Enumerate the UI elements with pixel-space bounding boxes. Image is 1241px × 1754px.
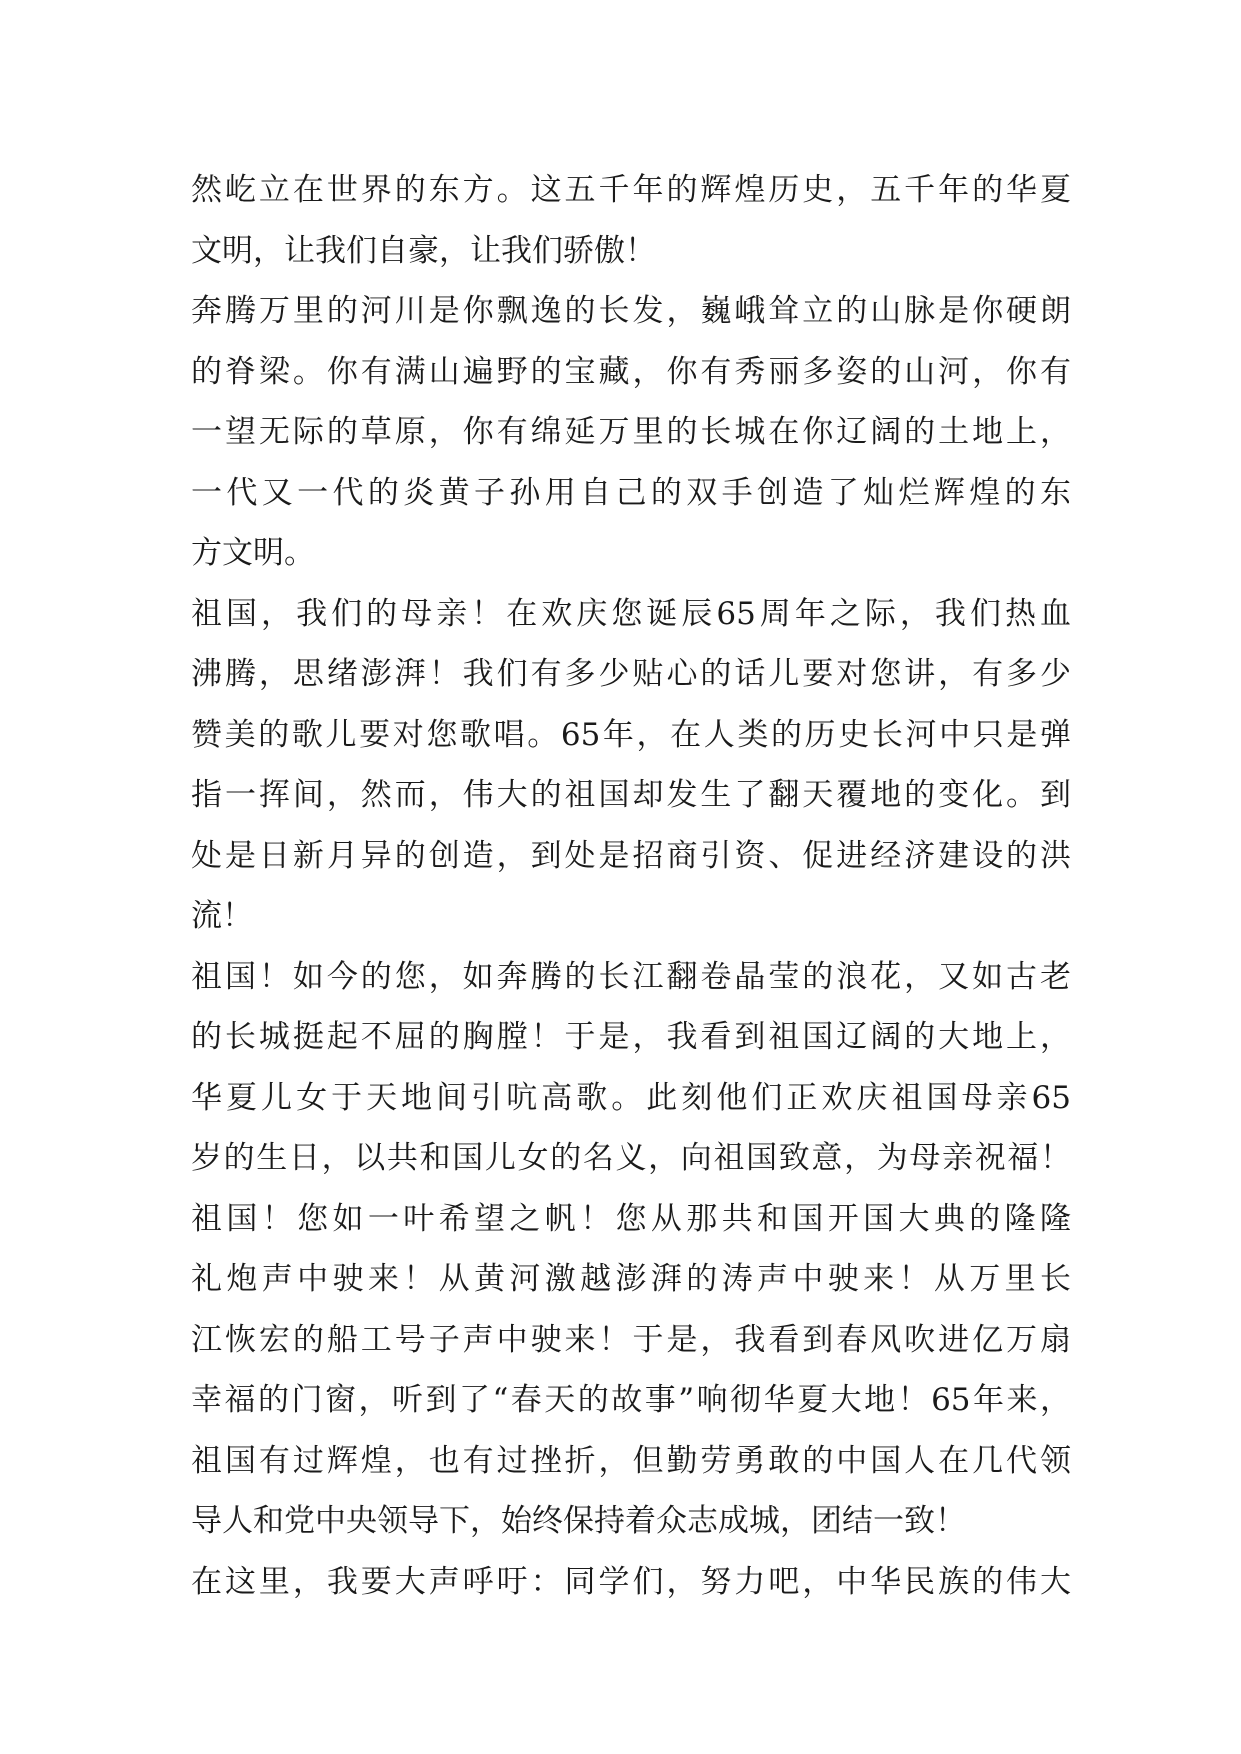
- text-line: 一望无际的草原，你有绵延万里的长城在你辽阔的土地上，: [191, 414, 1071, 450]
- text-line: 祖国！如今的您，如奔腾的长江翻卷晶莹的浪花，又如古老: [191, 958, 1071, 995]
- text-line: 文明，让我们自豪，让我们骄傲！: [191, 232, 656, 269]
- text-line: 的长城挺起不屈的胸膛！于是，我看到祖国辽阔的大地上，: [191, 1019, 1071, 1055]
- text-line: 沸腾，思绪澎湃！我们有多少贴心的话儿要对您讲，有多少: [191, 656, 1071, 692]
- text-line: 然屹立在世界的东方。这五千年的辉煌历史，五千年的华夏: [191, 172, 1071, 208]
- text-line: 奔腾万里的河川是你飘逸的长发，巍峨耸立的山脉是你硬朗: [191, 293, 1071, 329]
- document-body: [191, 160, 1071, 1612]
- text-line: 祖国！您如一叶希望之帆！您从那共和国开国大典的隆隆: [191, 1200, 1071, 1237]
- text-line: 礼炮声中驶来！从黄河激越澎湃的涛声中驶来！从万里长: [191, 1261, 1071, 1297]
- text-line: 流！: [191, 898, 253, 934]
- text-line: 导人和党中央领导下，始终保持着众志成城，团结一致！: [191, 1503, 966, 1539]
- text-line: 祖国有过辉煌，也有过挫折，但勤劳勇敢的中国人在几代领: [191, 1442, 1071, 1479]
- text-line: 岁的生日，以共和国儿女的名义，向祖国致意，为母亲祝福！: [191, 1140, 1071, 1176]
- text-line: 一代又一代的炎黄子孙用自己的双手创造了灿烂辉煌的东: [191, 474, 1071, 511]
- text-line: 方文明。: [191, 535, 315, 571]
- text-line: 江恢宏的船工号子声中驶来！于是，我看到春风吹进亿万扇: [191, 1321, 1071, 1358]
- text-line: 幸福的门窗，听到了“春天的故事”响彻华夏大地！65年来，: [191, 1382, 1071, 1418]
- text-line: 指一挥间，然而，伟大的祖国却发生了翻天覆地的变化。到: [191, 777, 1071, 813]
- text-line: 华夏儿女于天地间引吭高歌。此刻他们正欢庆祖国母亲65: [191, 1079, 1071, 1116]
- text-line: 赞美的歌儿要对您歌唱。65年，在人类的历史长河中只是弹: [191, 716, 1071, 753]
- text-line: 的脊梁。你有满山遍野的宝藏，你有秀丽多姿的山河，你有: [191, 353, 1071, 390]
- text-line: 祖国，我们的母亲！在欢庆您诞辰65周年之际，我们热血: [191, 595, 1071, 632]
- text-line: 在这里，我要大声呼吁：同学们，努力吧，中华民族的伟大: [191, 1563, 1071, 1600]
- text-line: 处是日新月异的创造，到处是招商引资、促进经济建设的洪: [191, 837, 1071, 874]
